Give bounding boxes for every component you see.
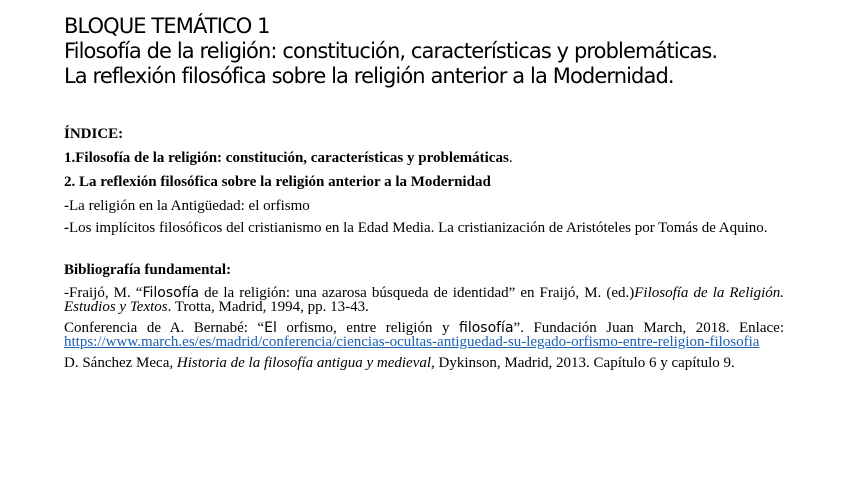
index-item-1-tail: . [508, 150, 513, 166]
index-subitem-2 [64, 221, 784, 235]
index-heading: ÍNDICE: [64, 126, 124, 142]
ref3-post: , Dykinson, Madrid, 2013. Capítulo 6 y capítulo 9. [431, 355, 735, 371]
slide-title [64, 14, 824, 89]
slide-body [64, 125, 784, 377]
ref1-sans: Filosofía [142, 285, 200, 301]
index-item-1 [64, 149, 784, 168]
ref1-mid: de la religión: una azarosa búsqueda de identidad” en Fraijó, M. (ed.) [199, 285, 635, 301]
subitem-1-dash: - [64, 198, 69, 214]
bibliography-heading: Bibliografía fundamental: [64, 262, 232, 278]
ref2-mid: orfismo, entre religión y [276, 320, 459, 336]
ref3-italic: Historia de la filosofía antigua y medieval [176, 355, 432, 371]
ref2-sans-1: El [264, 320, 277, 336]
title-line-1: BLOQUE TEMÁTICO 1 [64, 14, 270, 38]
subitem-1-text: La religión en la Antigüedad: el orfismo [69, 198, 310, 214]
title-line-2: Filosofía de la religión: constitución, características y problemáticas. [64, 39, 718, 63]
bibliography-ref-1 [64, 286, 784, 314]
index-subitem-1 [64, 197, 784, 216]
ref1-pre: -Fraijó, M. “ [64, 285, 143, 301]
bibliography-ref-2 [64, 321, 784, 349]
bibliography-ref-3 [64, 356, 784, 370]
ref1-post: . Trotta, Madrid, 1994, pp. 13-43. [167, 299, 369, 315]
index-item-1-text: 1.Filosofía de la religión: constitución, características y problemáticas [64, 150, 509, 166]
title-line-3: La reflexión filosófica sobre la religión anterior a la Modernidad. [64, 64, 674, 88]
ref2-post: ”. Fundación Juan March, 2018. Enlace: [513, 320, 784, 336]
index-item-2: 2. La reflexión filosófica sobre la religión anterior a la Modernidad [64, 174, 491, 190]
ref2-pre: Conferencia de A. Bernabé: “ [64, 320, 265, 336]
subitem-2-text: Los implícitos filosóficos del cristianismo en la Edad Media. La cristianización de Aristóteles por Tomás de Aquino. [69, 220, 768, 236]
subitem-2-dash: - [64, 220, 69, 236]
conference-link[interactable]: https://www.march.es/es/madrid/conferencia/ciencias-ocultas-antiguedad-su-legado-orfismo-entre-religion-filosofia [64, 334, 760, 350]
ref3-pre: D. Sánchez Meca, [64, 355, 177, 371]
ref2-sans-2: filosofía [459, 320, 514, 336]
ref1-italic: Filosofía de la Religión. Estudios y Textos [64, 285, 784, 315]
